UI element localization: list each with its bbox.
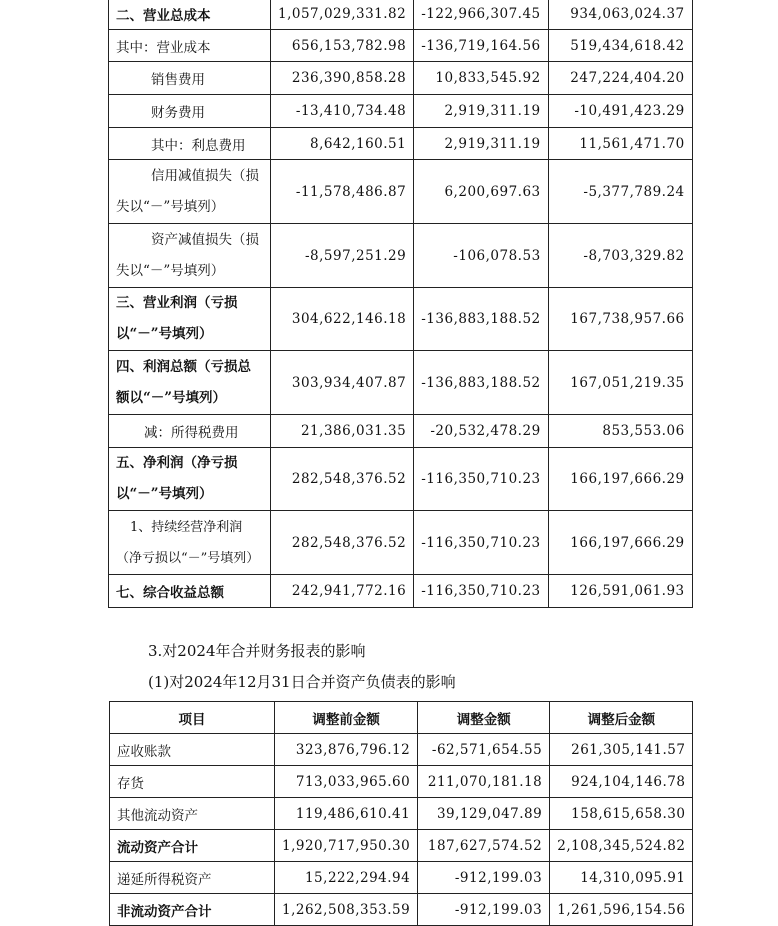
- after-amount: -8,703,329.82: [548, 224, 692, 288]
- table-row: [109, 224, 693, 288]
- adjustment-amount: 211,070,181.18: [418, 766, 550, 798]
- table-row: [109, 575, 693, 608]
- before-amount: 8,642,160.51: [271, 128, 414, 160]
- before-amount: 282,548,376.52: [271, 511, 414, 575]
- row-label: 存货: [110, 766, 275, 798]
- row-label: 四、利润总额（亏损总额以“－”号填列）: [109, 351, 271, 415]
- row-label: 其中：营业成本: [109, 30, 271, 62]
- balance-sheet-adjustment-table: [109, 701, 693, 926]
- after-amount: 14,310,095.91: [550, 862, 693, 894]
- after-amount: 11,561,471.70: [548, 128, 692, 160]
- row-label: 七、综合收益总额: [109, 575, 271, 608]
- table-row: [110, 830, 693, 862]
- after-amount: 924,104,146.78: [550, 766, 693, 798]
- after-amount: -10,491,423.29: [548, 95, 692, 128]
- adjustment-amount: 39,129,047.89: [418, 798, 550, 830]
- table-row: [109, 288, 693, 351]
- section-heading: 3.对2024年合并财务报表的影响: [148, 642, 366, 660]
- before-amount: 1,262,508,353.59: [275, 894, 418, 926]
- table-row: [110, 894, 693, 926]
- before-amount: 713,033,965.60: [275, 766, 418, 798]
- before-amount: 1,057,029,331.82: [271, 0, 414, 30]
- adjustment-amount: -136,883,188.52: [414, 288, 548, 351]
- row-label: 信用减值损失（损失以“－”号填列）: [109, 160, 271, 224]
- before-amount: 323,876,796.12: [275, 734, 418, 766]
- table-row: [109, 62, 693, 95]
- adjustment-amount: -136,883,188.52: [414, 351, 548, 415]
- before-amount: -11,578,486.87: [271, 160, 414, 224]
- table-row: [109, 351, 693, 415]
- after-amount: 261,305,141.57: [550, 734, 693, 766]
- row-label: 二、营业总成本: [109, 0, 271, 30]
- adjustment-amount: -20,532,478.29: [414, 415, 548, 448]
- adjustment-amount: 10,833,545.92: [414, 62, 548, 95]
- after-amount: 519,434,618.42: [548, 30, 692, 62]
- after-amount: 166,197,666.29: [548, 448, 692, 511]
- table-row: [109, 95, 693, 128]
- adjustment-amount: -116,350,710.23: [414, 448, 548, 511]
- adjustment-amount: 2,919,311.19: [414, 95, 548, 128]
- table-row: [109, 0, 693, 30]
- income-statement-adjustment-table: [108, 0, 693, 608]
- before-amount: 15,222,294.94: [275, 862, 418, 894]
- table-row: [110, 766, 693, 798]
- table-header-row: [110, 702, 693, 734]
- before-amount: -8,597,251.29: [271, 224, 414, 288]
- before-amount: 21,386,031.35: [271, 415, 414, 448]
- adjustment-amount: -116,350,710.23: [414, 511, 548, 575]
- section-subheading: (1)对2024年12月31日合并资产负债表的影响: [148, 673, 456, 691]
- column-header-adjustment: 调整金额: [418, 702, 550, 734]
- before-amount: 303,934,407.87: [271, 351, 414, 415]
- adjustment-amount: -136,719,164.56: [414, 30, 548, 62]
- after-amount: 853,553.06: [548, 415, 692, 448]
- table-row: [110, 734, 693, 766]
- table-row: [109, 448, 693, 511]
- after-amount: 126,591,061.93: [548, 575, 692, 608]
- adjustment-amount: 2,919,311.19: [414, 128, 548, 160]
- column-header-before: 调整前金额: [275, 702, 418, 734]
- before-amount: 236,390,858.28: [271, 62, 414, 95]
- after-amount: 1,261,596,154.56: [550, 894, 693, 926]
- row-label: 五、净利润（净亏损以“－”号填列）: [109, 448, 271, 511]
- after-amount: 166,197,666.29: [548, 511, 692, 575]
- row-label: 其他流动资产: [110, 798, 275, 830]
- before-amount: 1,920,717,950.30: [275, 830, 418, 862]
- row-label: 财务费用: [109, 95, 271, 128]
- row-label: 非流动资产合计: [110, 894, 275, 926]
- row-label: 资产减值损失（损失以“－”号填列）: [109, 224, 271, 288]
- adjustment-amount: -106,078.53: [414, 224, 548, 288]
- adjustment-amount: -912,199.03: [418, 894, 550, 926]
- table-row: [109, 30, 693, 62]
- before-amount: 119,486,610.41: [275, 798, 418, 830]
- table-row: [109, 160, 693, 224]
- after-amount: 158,615,658.30: [550, 798, 693, 830]
- after-amount: 934,063,024.37: [548, 0, 692, 30]
- adjustment-amount: 187,627,574.52: [418, 830, 550, 862]
- after-amount: 167,051,219.35: [548, 351, 692, 415]
- before-amount: -13,410,734.48: [271, 95, 414, 128]
- row-label: 销售费用: [109, 62, 271, 95]
- row-label: 其中：利息费用: [109, 128, 271, 160]
- adjustment-amount: -912,199.03: [418, 862, 550, 894]
- after-amount: 2,108,345,524.82: [550, 830, 693, 862]
- after-amount: 247,224,404.20: [548, 62, 692, 95]
- table-row: [109, 511, 693, 575]
- adjustment-amount: 6,200,697.63: [414, 160, 548, 224]
- row-label: 减：所得税费用: [109, 415, 271, 448]
- table-row: [109, 128, 693, 160]
- column-header-item: 项目: [110, 702, 275, 734]
- after-amount: -5,377,789.24: [548, 160, 692, 224]
- row-label: 流动资产合计: [110, 830, 275, 862]
- before-amount: 656,153,782.98: [271, 30, 414, 62]
- adjustment-amount: -122,966,307.45: [414, 0, 548, 30]
- before-amount: 282,548,376.52: [271, 448, 414, 511]
- row-label: 应收账款: [110, 734, 275, 766]
- row-label: 1、持续经营净利润（净亏损以“－”号填列）: [109, 511, 271, 575]
- table-row: [110, 798, 693, 830]
- after-amount: 167,738,957.66: [548, 288, 692, 351]
- row-label: 三、营业利润（亏损以“－”号填列）: [109, 288, 271, 351]
- row-label: 递延所得税资产: [110, 862, 275, 894]
- column-header-after: 调整后金额: [550, 702, 693, 734]
- table-row: [109, 415, 693, 448]
- table-row: [110, 862, 693, 894]
- before-amount: 304,622,146.18: [271, 288, 414, 351]
- before-amount: 242,941,772.16: [271, 575, 414, 608]
- adjustment-amount: -62,571,654.55: [418, 734, 550, 766]
- adjustment-amount: -116,350,710.23: [414, 575, 548, 608]
